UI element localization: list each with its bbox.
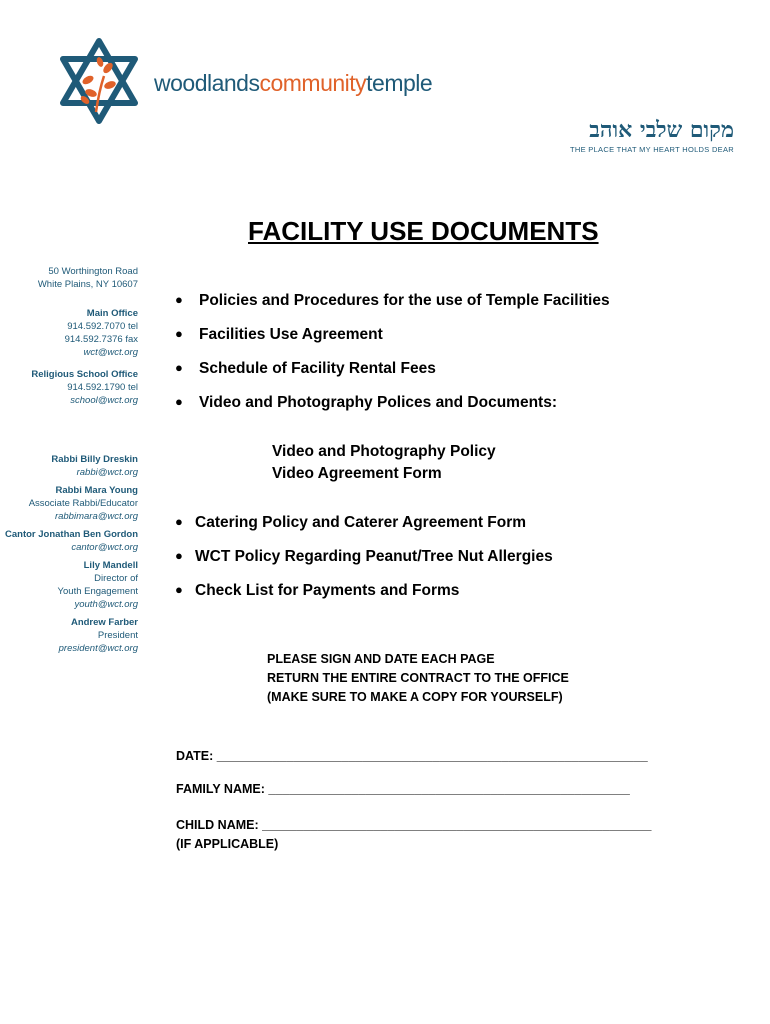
- school-office-email[interactable]: school@wct.org: [70, 395, 138, 406]
- brand-name-temple: temple: [366, 70, 433, 96]
- sidebar-school-office: [31, 368, 138, 407]
- instruction-line: (MAKE SURE TO MAKE A COPY FOR YOURSELF): [267, 690, 563, 704]
- bullet-list-item: ● Schedule of Facility Rental Fees: [175, 360, 436, 377]
- bullet-list-item: ● Check List for Payments and Forms: [175, 582, 460, 599]
- address-line: 50 Worthington Road: [48, 266, 138, 277]
- child-name-note: (IF APPLICABLE): [176, 837, 279, 851]
- instruction-line: PLEASE SIGN AND DATE EACH PAGE: [267, 652, 495, 666]
- instruction-line: RETURN THE ENTIRE CONTRACT TO THE OFFICE: [267, 671, 569, 685]
- bullet-list-item: ● Catering Policy and Caterer Agreement Form: [175, 514, 527, 531]
- main-office-tel: 914.592.7070 tel: [67, 321, 138, 332]
- star-of-david-logo-icon: [58, 38, 140, 124]
- school-office-tel: 914.592.1790 tel: [67, 382, 138, 393]
- address-line: White Plains, NY 10607: [37, 279, 138, 290]
- staff-name: Lily Mandell: [83, 560, 138, 571]
- bullet-icon: ●: [175, 360, 183, 375]
- staff-role: President: [97, 630, 138, 641]
- bullet-list-item: ● Facilities Use Agreement: [175, 326, 383, 343]
- bullet-icon: ●: [175, 548, 183, 563]
- staff-email[interactable]: president@wct.org: [58, 643, 138, 654]
- date-field[interactable]: DATE: ______________________________________________________________: [176, 749, 648, 763]
- sidebar-staff: [5, 453, 138, 655]
- bullet-icon: ●: [175, 394, 183, 409]
- main-office-heading: Main Office: [86, 308, 138, 319]
- staff-email[interactable]: rabbimara@wct.org: [54, 511, 138, 522]
- sidebar-address: [38, 265, 138, 291]
- staff-name: Andrew Farber: [70, 617, 138, 628]
- staff-email[interactable]: youth@wct.org: [74, 599, 138, 610]
- main-office-fax: 914.592.7376 fax: [64, 334, 138, 345]
- family-name-field[interactable]: FAMILY NAME: ____________________________________________________: [176, 782, 630, 796]
- brand-name-woodlands: woodlands: [154, 70, 260, 96]
- child-name-field[interactable]: CHILD NAME: ________________________________________________________: [176, 818, 652, 832]
- staff-email[interactable]: cantor@wct.org: [71, 542, 138, 553]
- staff-name: Rabbi Billy Dreskin: [51, 454, 138, 465]
- bullet-icon: ●: [175, 514, 183, 529]
- sub-item: Video Agreement Form: [272, 465, 442, 482]
- staff-role: Associate Rabbi/Educator: [28, 498, 138, 509]
- tagline: THE PLACE THAT MY HEART HOLDS DEAR: [570, 145, 734, 154]
- staff-role: Director of: [94, 573, 138, 584]
- bullet-list-item: ● Video and Photography Polices and Documents:: [175, 394, 557, 411]
- staff-email[interactable]: rabbi@wct.org: [76, 467, 138, 478]
- staff-name: Cantor Jonathan Ben Gordon: [5, 529, 138, 540]
- bullet-icon: ●: [175, 582, 183, 597]
- bullet-icon: ●: [175, 292, 183, 307]
- school-office-heading: Religious School Office: [31, 369, 138, 380]
- brand-name-community: community: [259, 70, 367, 96]
- brand-name: [154, 70, 432, 97]
- bullet-list-item: ● WCT Policy Regarding Peanut/Tree Nut Allergies: [175, 548, 553, 565]
- bullet-icon: ●: [175, 326, 183, 341]
- sidebar-main-office: [65, 307, 138, 359]
- main-office-email[interactable]: wct@wct.org: [83, 347, 138, 358]
- bullet-list-item: ● Policies and Procedures for the use of Temple Facilities: [175, 292, 610, 309]
- page-title: FACILITY USE DOCUMENTS: [248, 216, 599, 246]
- staff-role: Youth Engagement: [57, 586, 138, 597]
- sub-item: Video and Photography Policy: [272, 443, 496, 460]
- staff-name: Rabbi Mara Young: [55, 485, 138, 496]
- hebrew-motto: מקום שלבי אוהב: [589, 117, 734, 143]
